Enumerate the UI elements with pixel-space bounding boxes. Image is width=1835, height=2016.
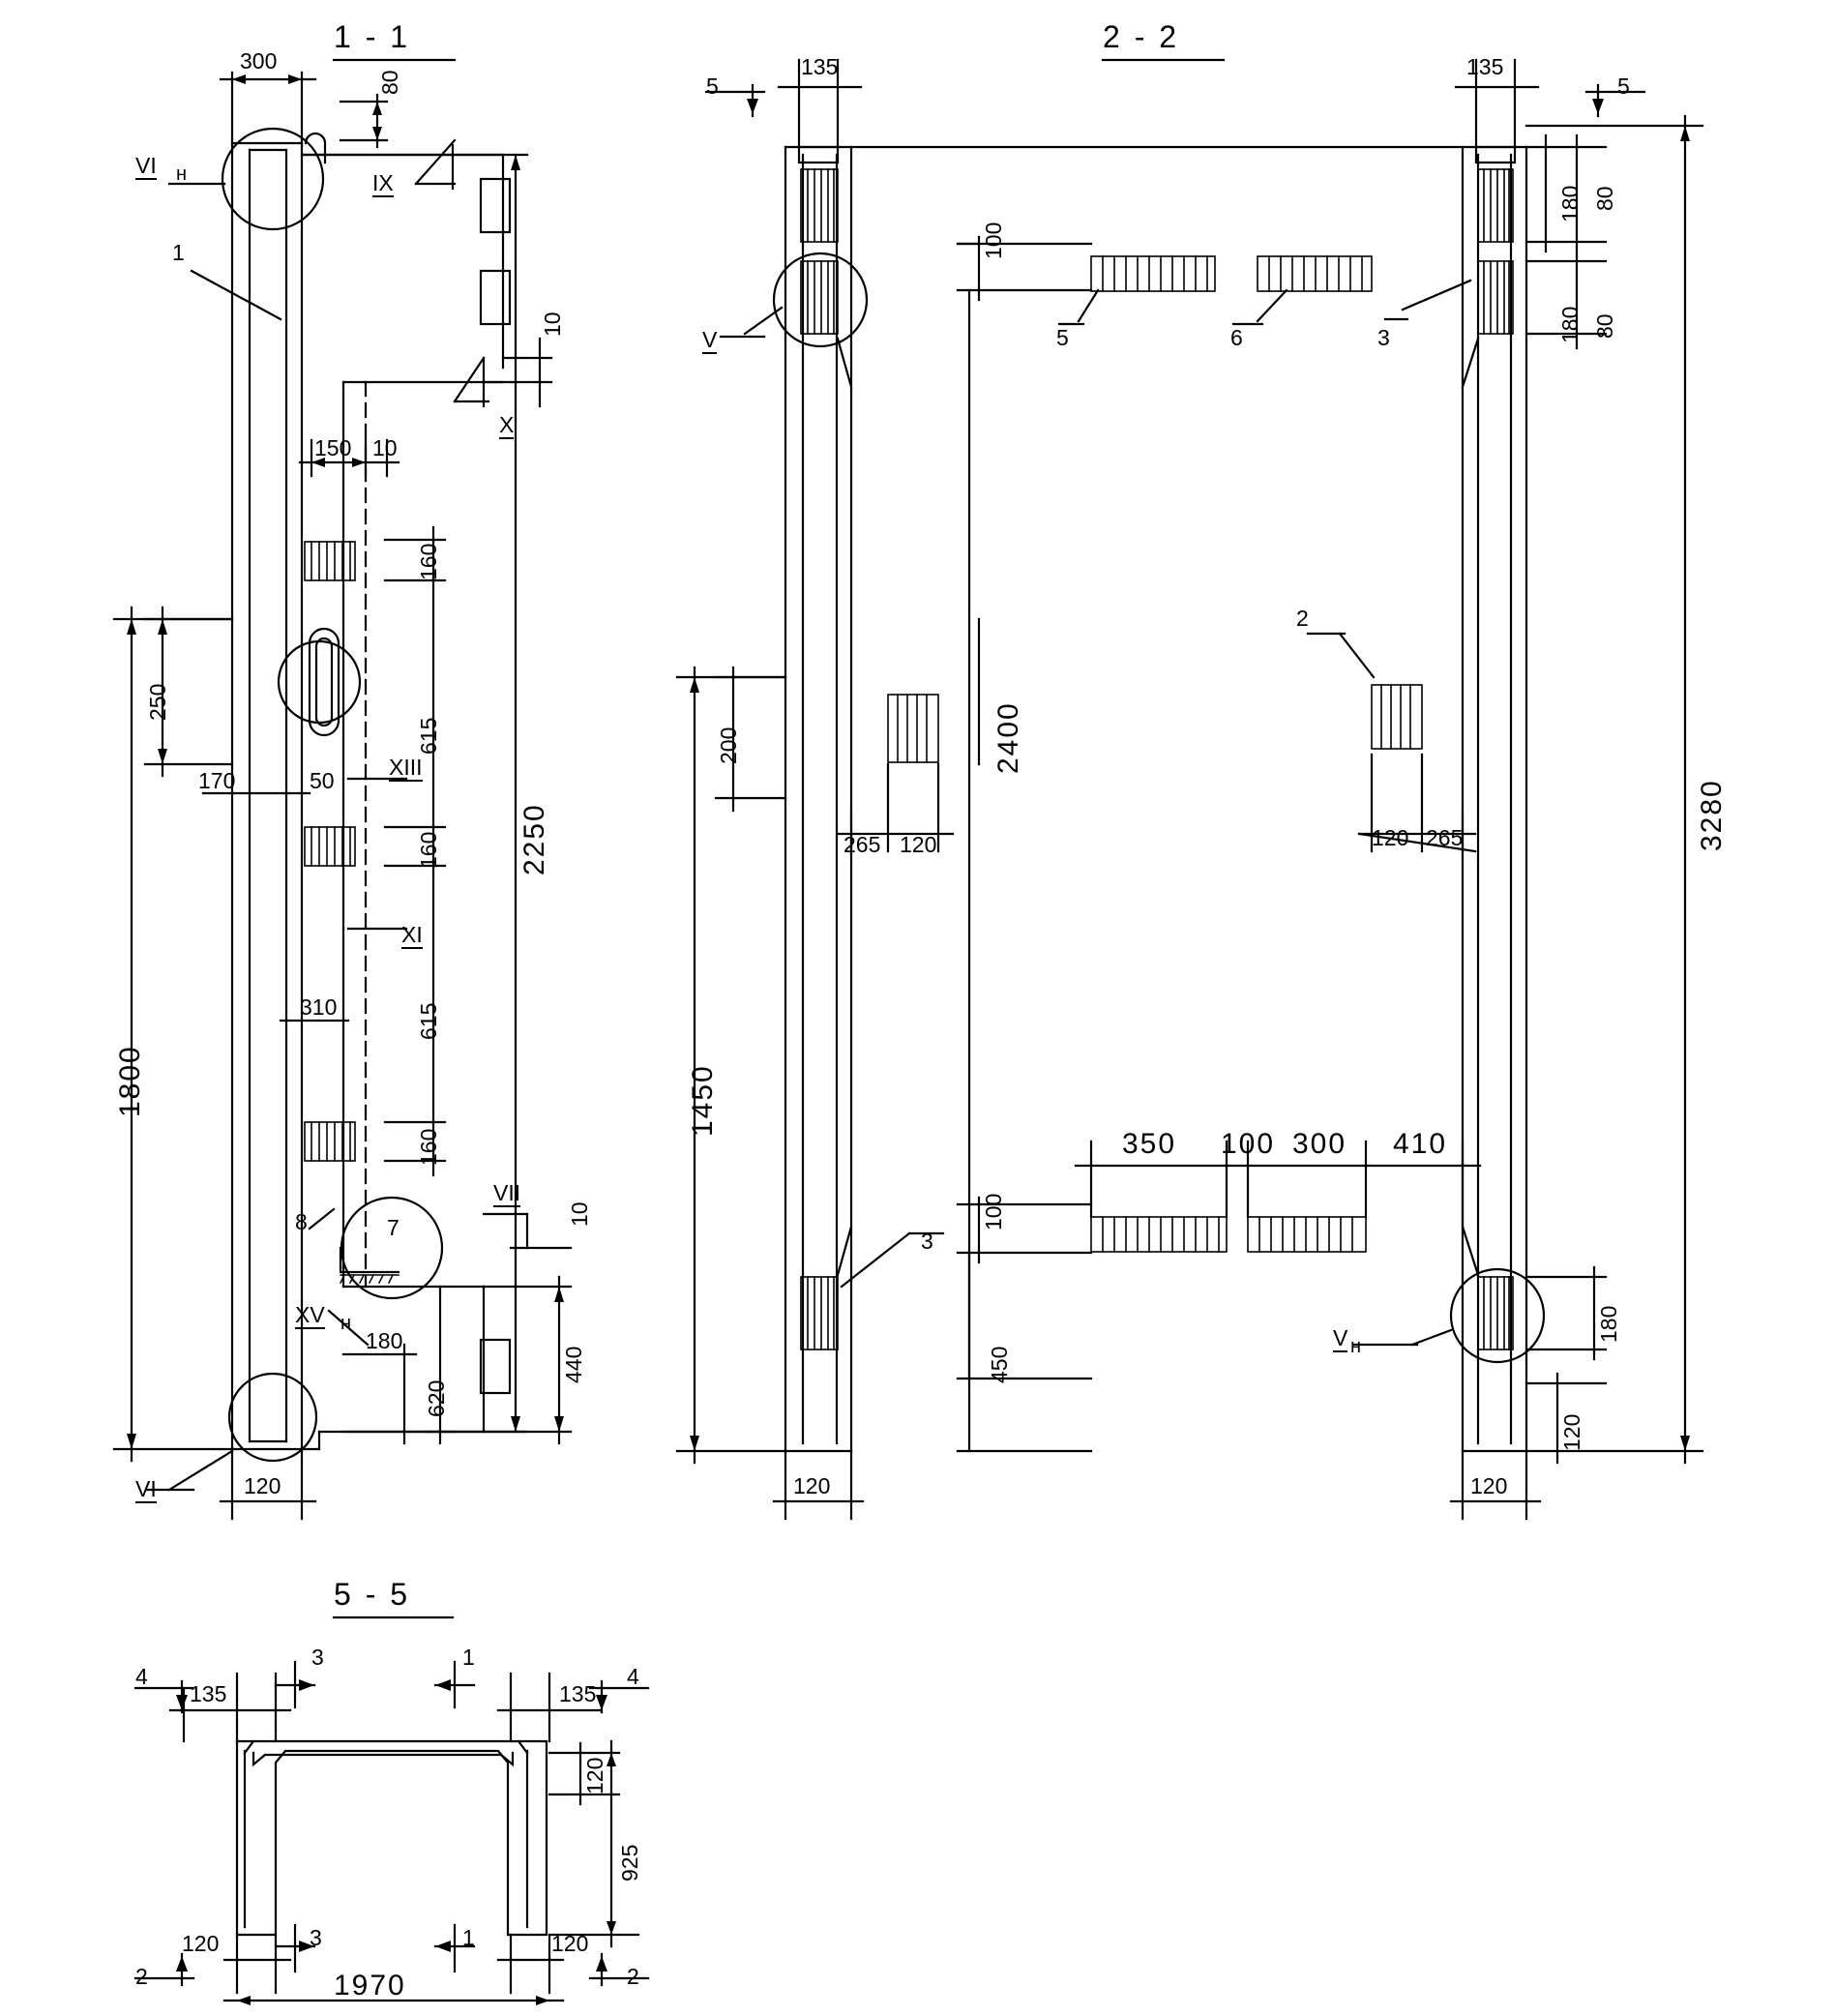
dim-80-b: 80 [1592, 313, 1617, 339]
dim-120-left-5-5: 120 [182, 1931, 220, 1956]
cut-mark-5-left: 5 [706, 74, 719, 99]
part-number-8: 8 [295, 1209, 308, 1234]
dim-135-right: 135 [1466, 54, 1504, 79]
callout-XIII: XIII [389, 755, 423, 780]
dim-120-left: 120 [900, 832, 937, 857]
dim-10-upper: 10 [540, 311, 565, 337]
dim-120-base-left: 120 [793, 1473, 831, 1498]
callout-V-n-subscript: н [1350, 1336, 1362, 1357]
dim-135-left: 135 [801, 54, 839, 79]
dim-620: 620 [424, 1379, 449, 1417]
dim-100-bottom: 100 [981, 1193, 1006, 1230]
dim-180-a: 180 [1557, 185, 1583, 222]
dim-120-top-5-5: 120 [582, 1757, 607, 1794]
dim-50: 50 [310, 768, 335, 793]
cut-mark-3-bottom: 3 [310, 1925, 322, 1950]
dim-925: 925 [617, 1844, 642, 1882]
dim-615-b: 615 [416, 1002, 441, 1040]
dim-120-bottom-right: 120 [1559, 1413, 1584, 1451]
dim-250: 250 [145, 683, 170, 721]
dim-170: 170 [198, 768, 236, 793]
callout-V: V [702, 327, 718, 352]
dim-80-a: 80 [1592, 186, 1617, 211]
dim-350: 350 [1122, 1128, 1177, 1160]
callout-VII: VII [493, 1180, 521, 1205]
cut-mark-1-top: 1 [462, 1645, 475, 1670]
dim-265-left: 265 [844, 832, 881, 857]
dim-10-lower: 10 [567, 1201, 592, 1227]
cut-mark-5-right: 5 [1617, 74, 1630, 99]
dim-150: 150 [314, 435, 352, 460]
dim-1800: 1800 [114, 1045, 146, 1117]
cut-mark-2-left: 2 [135, 1964, 148, 1989]
dim-160-a: 160 [416, 543, 441, 580]
callout-VI-n-subscript: н [176, 163, 188, 185]
section-title-1-1: 1 - 1 [334, 19, 411, 54]
cut-mark-3-top: 3 [311, 1645, 324, 1670]
callout-VI-n: VI [135, 153, 157, 178]
dim-2250: 2250 [518, 803, 550, 875]
dim-300: 300 [240, 48, 278, 74]
part-number-1: 1 [172, 240, 185, 265]
cut-mark-4-right: 4 [627, 1664, 639, 1689]
dim-300: 300 [1292, 1128, 1347, 1160]
part-number-2: 2 [1296, 606, 1309, 631]
dim-100-mid: 100 [1221, 1128, 1276, 1160]
part-number-5: 5 [1056, 325, 1069, 350]
callout-X: X [499, 412, 515, 437]
dim-180-b: 180 [1557, 306, 1583, 343]
part-number-3-right: 3 [1377, 325, 1390, 350]
dim-1450: 1450 [687, 1064, 719, 1137]
dim-2400: 2400 [992, 701, 1024, 774]
dim-80-top: 80 [377, 70, 402, 95]
dim-135-left-5-5: 135 [190, 1681, 227, 1706]
section-title-5-5: 5 - 5 [334, 1577, 411, 1612]
callout-XI: XI [401, 922, 423, 947]
part-number-7: 7 [387, 1215, 400, 1240]
dim-410: 410 [1393, 1128, 1448, 1160]
dim-200: 200 [716, 726, 741, 764]
dim-160-b: 160 [416, 831, 441, 869]
callout-IX: IX [372, 170, 394, 195]
dim-3280: 3280 [1696, 779, 1728, 851]
cut-mark-1-bottom: 1 [462, 1925, 475, 1950]
section-title-2-2: 2 - 2 [1103, 19, 1180, 54]
callout-V-n: V [1333, 1325, 1348, 1350]
cut-mark-2-right: 2 [627, 1964, 639, 1989]
dim-265-right: 265 [1426, 825, 1464, 850]
dim-100-top: 100 [981, 222, 1006, 259]
callout-XV-n-subscript: н [340, 1313, 352, 1334]
dim-10-offset: 10 [372, 435, 398, 460]
callout-XV-n: XV [295, 1302, 325, 1327]
cut-mark-4-left: 4 [135, 1664, 148, 1689]
part-number-3-left: 3 [921, 1229, 933, 1254]
dim-120-base-right: 120 [1470, 1473, 1508, 1498]
dim-440: 440 [561, 1346, 586, 1383]
dim-160-c: 160 [416, 1128, 441, 1166]
dim-120-right-5-5: 120 [551, 1931, 589, 1956]
callout-VI: VI [135, 1476, 157, 1501]
part-number-6: 6 [1230, 325, 1243, 350]
dim-310: 310 [300, 994, 338, 1020]
dim-180-lower: 180 [366, 1328, 403, 1353]
dim-180-bottom: 180 [1596, 1305, 1621, 1343]
dim-1970: 1970 [334, 1970, 406, 2001]
dim-120-bottom: 120 [244, 1473, 281, 1498]
dim-135-right-5-5: 135 [559, 1681, 597, 1706]
dim-450: 450 [987, 1346, 1012, 1383]
dim-120-right: 120 [1372, 825, 1409, 850]
dim-615-a: 615 [416, 717, 441, 755]
